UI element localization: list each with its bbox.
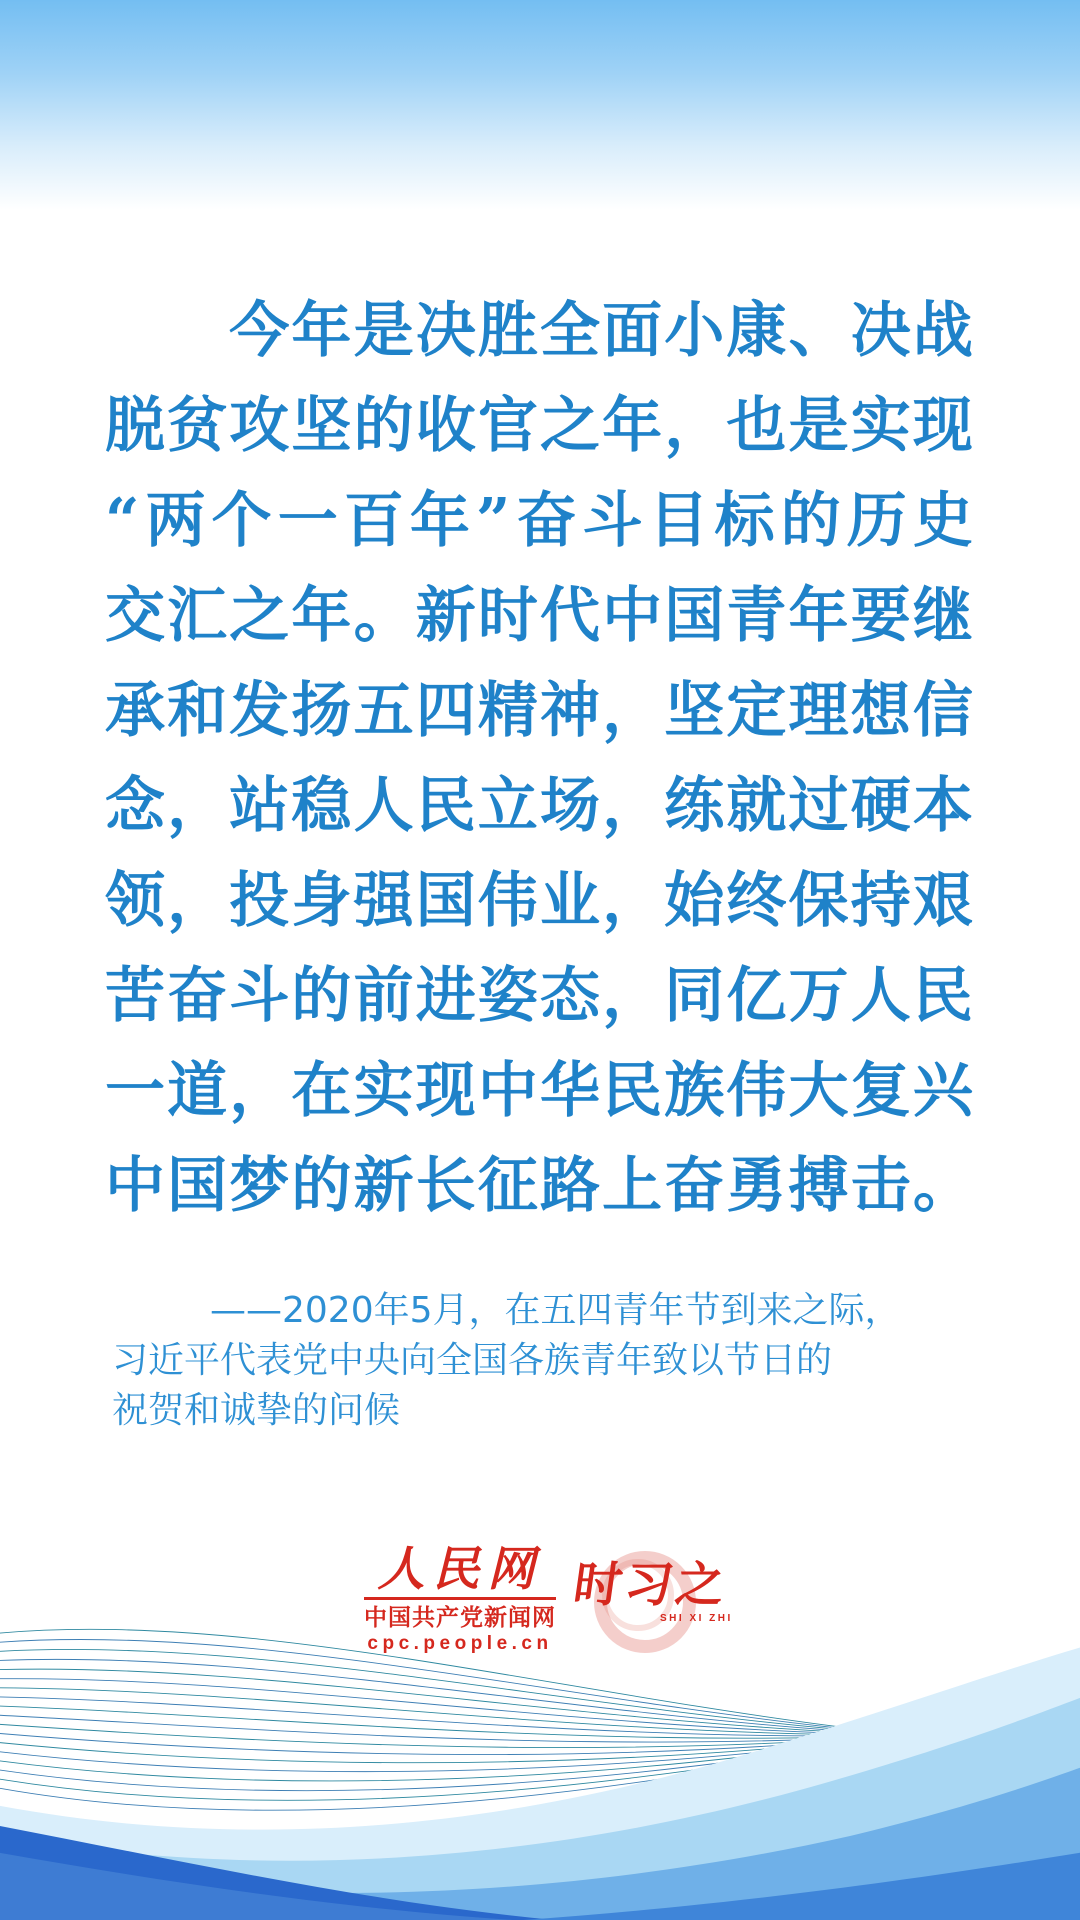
cpc-news-site-name: 中国共产党新闻网: [364, 1604, 556, 1630]
quote-line: 承 和 发 扬 五 四 精 神 ， 坚 定 理 想 信: [105, 675, 973, 746]
attribution-line: 习近平代表党中央向全国各族青年致以节日的: [112, 1340, 833, 1381]
quote-text-block: [105, 283, 973, 1233]
quote-line: 领 ， 投 身 强 国 伟 业 ， 始 终 保 持 艰: [105, 865, 973, 936]
attribution-line: ——2020年5月，在五四青年节到来之际，: [210, 1290, 901, 1331]
quote-line: 中 国 梦 的 新 长 征 路 上 奋 勇 搏 击 。: [105, 1150, 973, 1221]
sky-gradient-background: [0, 0, 1080, 210]
shixizhi-wordmark: 时习之: [570, 1557, 731, 1613]
cpc-domain-text: cpc.people.cn: [367, 1633, 553, 1654]
shixizhi-pinyin: SHI XI ZHI: [660, 1613, 733, 1624]
quote-line: 念 ， 站 稳 人 民 立 场 ， 练 就 过 硬 本: [105, 770, 973, 841]
renminwang-script-wordmark: 人民网: [377, 1542, 543, 1597]
quote-line: 交 汇 之 年 。 新 时 代 中 国 青 年 要 继: [105, 580, 973, 651]
quote-line: “ 两 个 一 百 年 ” 奋 斗 目 标 的 历 史: [105, 485, 973, 556]
logo-underline: [364, 1597, 556, 1600]
quote-line: 脱 贫 攻 坚 的 收 官 之 年 ， 也 是 实 现: [105, 390, 973, 461]
quote-line: 今 年 是 决 胜 全 面 小 康 、 决 战: [229, 295, 973, 366]
quote-line: 苦 奋 斗 的 前 进 姿 态 ， 同 亿 万 人 民: [105, 960, 973, 1031]
attribution-block: [112, 1286, 901, 1436]
quote-line: 一 道 ， 在 实 现 中 华 民 族 伟 大 复 兴: [105, 1055, 973, 1126]
bottom-wave-graphic: [0, 1620, 1080, 1920]
attribution-line: 祝贺和诚挚的问候: [112, 1390, 401, 1431]
